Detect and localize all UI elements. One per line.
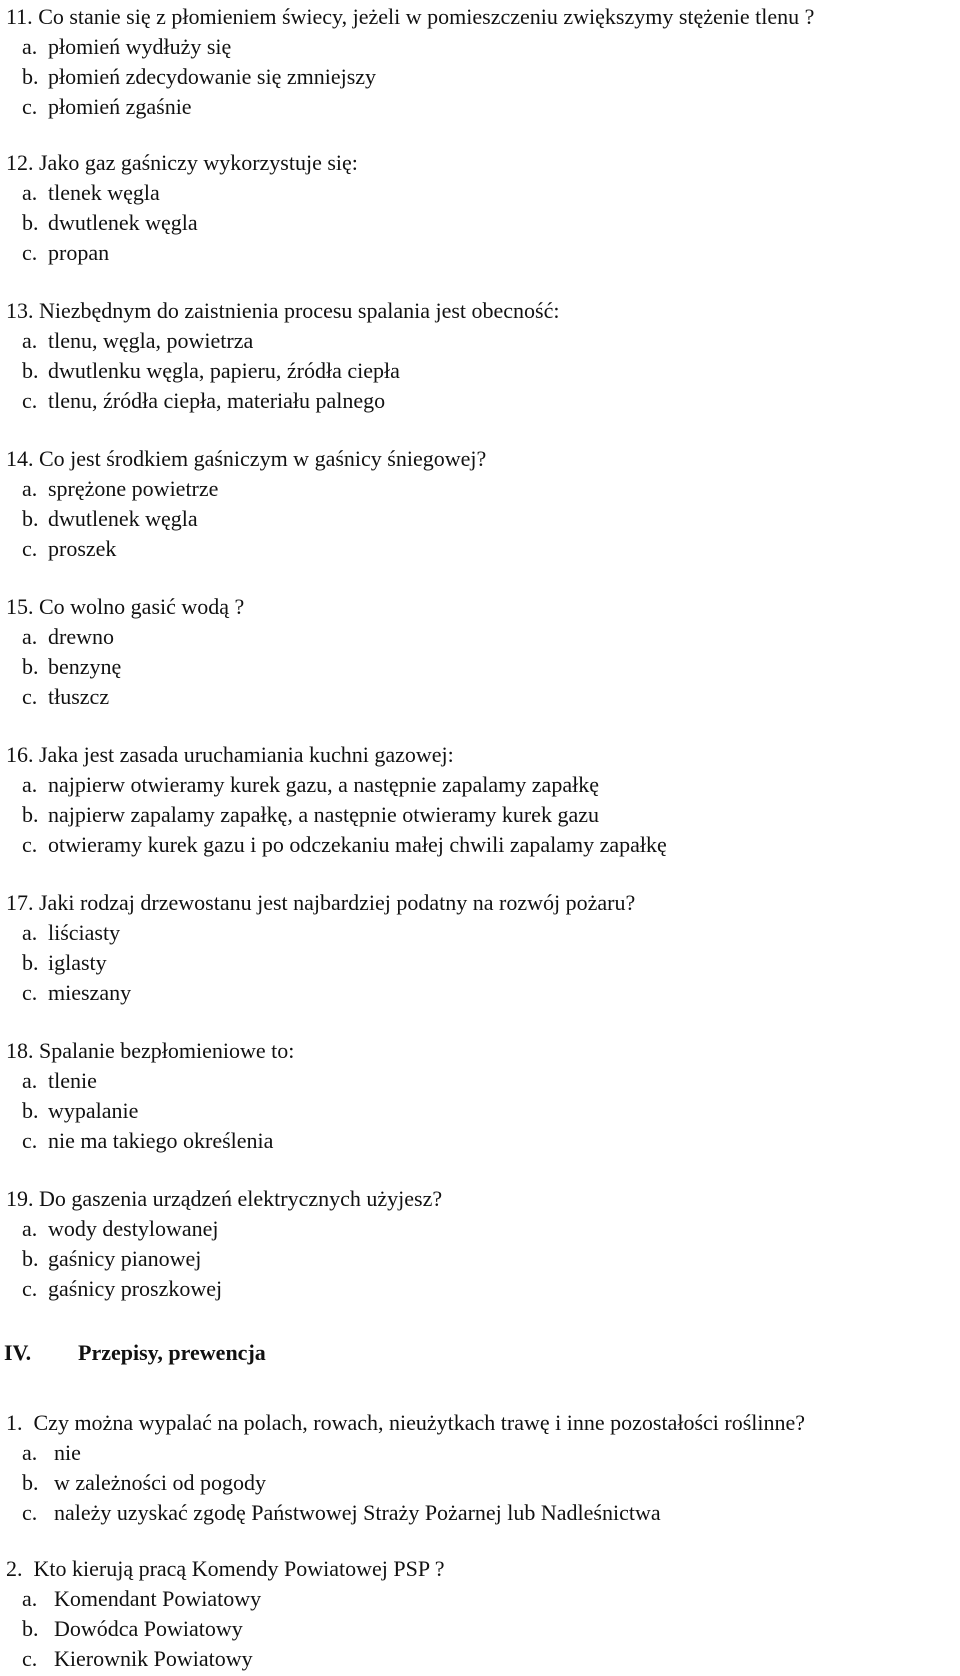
question-text: Spalanie bezpłomieniowe to: xyxy=(39,1038,295,1063)
option-letter: c. xyxy=(22,1276,38,1301)
option-text: najpierw zapalamy zapałkę, a następnie otwieramy kurek gazu xyxy=(48,802,599,827)
option-text: płomień zgaśnie xyxy=(48,94,192,119)
option-letter: c. xyxy=(22,980,38,1005)
option-letter: b. xyxy=(22,64,39,89)
option-text: gaśnicy proszkowej xyxy=(48,1276,223,1301)
option-text: otwieramy kurek gazu i po odczekaniu małej chwili zapalamy zapałkę xyxy=(48,832,667,857)
question-text: Co jest środkiem gaśniczym w gaśnicy śniegowej? xyxy=(39,446,487,471)
option-text: propan xyxy=(48,240,110,265)
option-text: najpierw otwieramy kurek gazu, a następnie zapalamy zapałkę xyxy=(48,772,599,797)
question-number: 13. xyxy=(6,298,34,323)
option-text: mieszany xyxy=(48,980,132,1005)
option-b xyxy=(6,948,956,978)
option-c xyxy=(6,1644,956,1674)
option-text: tlenu, węgla, powietrza xyxy=(48,328,254,353)
option-c xyxy=(6,238,956,268)
option-c xyxy=(6,1126,956,1156)
option-a xyxy=(6,770,956,800)
option-letter: c. xyxy=(22,684,38,709)
option-letter: c. xyxy=(22,1500,38,1525)
option-c xyxy=(6,682,956,712)
question-text: Jaka jest zasada uruchamiania kuchni gazowej: xyxy=(39,742,454,767)
option-a xyxy=(6,1438,956,1468)
option-c xyxy=(6,92,956,122)
option-letter: c. xyxy=(22,388,38,413)
question-number: 16. xyxy=(6,742,34,767)
option-letter: a. xyxy=(22,1068,38,1093)
option-b xyxy=(6,800,956,830)
question-iv-2 xyxy=(6,1554,956,1674)
option-c xyxy=(6,534,956,564)
option-letter: c. xyxy=(22,1646,38,1671)
question-number: 11. xyxy=(6,4,33,29)
option-letter: a. xyxy=(22,772,38,797)
question-number: 14. xyxy=(6,446,34,471)
option-letter: a. xyxy=(22,1586,38,1611)
option-text: sprężone powietrze xyxy=(48,476,219,501)
option-letter: b. xyxy=(22,1470,39,1495)
option-c xyxy=(6,1274,956,1304)
option-text: Komendant Powiatowy xyxy=(54,1586,262,1611)
question-number: 18. xyxy=(6,1038,34,1063)
question-number: 12. xyxy=(6,150,34,175)
question-number: 19. xyxy=(6,1186,34,1211)
option-letter: b. xyxy=(22,654,39,679)
option-a xyxy=(6,918,956,948)
option-b xyxy=(6,1614,956,1644)
option-text: tłuszcz xyxy=(48,684,110,709)
question-18 xyxy=(6,1036,956,1156)
option-text: nie ma takiego określenia xyxy=(48,1128,274,1153)
option-letter: c. xyxy=(22,536,38,561)
option-letter: b. xyxy=(22,802,39,827)
question-16 xyxy=(6,740,956,860)
question-text: Co stanie się z płomieniem świecy, jeżeli w pomieszczeniu zwiększymy stężenie tlenu ? xyxy=(38,4,815,29)
question-13 xyxy=(6,296,956,416)
option-letter: a. xyxy=(22,1216,38,1241)
option-a xyxy=(6,326,956,356)
option-text: dwutlenek węgla xyxy=(48,210,198,235)
option-a xyxy=(6,32,956,62)
option-c xyxy=(6,1498,956,1528)
question-number: 1. xyxy=(6,1410,23,1435)
option-letter: c. xyxy=(22,240,38,265)
question-text: Jaki rodzaj drzewostanu jest najbardziej podatny na rozwój pożaru? xyxy=(39,890,636,915)
option-a xyxy=(6,1584,956,1614)
section-number: IV. xyxy=(4,1340,32,1365)
option-b xyxy=(6,1468,956,1498)
option-text: dwutlenku węgla, papieru, źródła ciepła xyxy=(48,358,400,383)
option-c xyxy=(6,830,956,860)
section-title: Przepisy, prewencja xyxy=(78,1340,266,1365)
option-letter: a. xyxy=(22,920,38,945)
option-letter: c. xyxy=(22,94,38,119)
question-text: Kto kierują pracą Komendy Powiatowej PSP ? xyxy=(33,1556,445,1581)
option-letter: b. xyxy=(22,210,39,235)
option-text: wypalanie xyxy=(48,1098,139,1123)
option-a xyxy=(6,622,956,652)
option-b xyxy=(6,62,956,92)
question-text: Jako gaz gaśniczy wykorzystuje się: xyxy=(39,150,358,175)
option-text: należy uzyskać zgodę Państwowej Straży Pożarnej lub Nadleśnictwa xyxy=(54,1500,661,1525)
option-text: tlenek węgla xyxy=(48,180,160,205)
option-letter: b. xyxy=(22,506,39,531)
option-text: liściasty xyxy=(48,920,121,945)
option-letter: a. xyxy=(22,476,38,501)
option-b xyxy=(6,504,956,534)
question-number: 15. xyxy=(6,594,34,619)
option-text: Dowódca Powiatowy xyxy=(54,1616,243,1641)
option-letter: c. xyxy=(22,1128,38,1153)
option-text: tlenu, źródła ciepła, materiału palnego xyxy=(48,388,386,413)
option-text: wody destylowanej xyxy=(48,1216,219,1241)
question-11 xyxy=(6,2,956,122)
option-text: tlenie xyxy=(48,1068,97,1093)
option-text: dwutlenek węgla xyxy=(48,506,198,531)
option-text: proszek xyxy=(48,536,117,561)
option-b xyxy=(6,208,956,238)
question-iv-1 xyxy=(6,1408,956,1528)
question-text: Niezbędnym do zaistnienia procesu spalania jest obecność: xyxy=(39,298,560,323)
option-text: w zależności od pogody xyxy=(54,1470,266,1495)
question-text: Co wolno gasić wodą ? xyxy=(39,594,245,619)
option-text: drewno xyxy=(48,624,114,649)
question-15 xyxy=(6,592,956,712)
option-text: iglasty xyxy=(48,950,107,975)
option-letter: a. xyxy=(22,328,38,353)
option-text: płomień wydłuży się xyxy=(48,34,232,59)
option-c xyxy=(6,386,956,416)
option-a xyxy=(6,1066,956,1096)
option-text: nie xyxy=(54,1440,81,1465)
option-text: gaśnicy pianowej xyxy=(48,1246,202,1271)
option-b xyxy=(6,356,956,386)
question-14 xyxy=(6,444,956,564)
option-letter: b. xyxy=(22,1246,39,1271)
option-a xyxy=(6,1214,956,1244)
option-letter: c. xyxy=(22,832,38,857)
option-letter: a. xyxy=(22,1440,38,1465)
section-heading xyxy=(4,1338,266,1368)
option-c xyxy=(6,978,956,1008)
option-letter: a. xyxy=(22,180,38,205)
option-b xyxy=(6,1244,956,1274)
option-letter: b. xyxy=(22,358,39,383)
option-text: płomień zdecydowanie się zmniejszy xyxy=(48,64,377,89)
question-text: Do gaszenia urządzeń elektrycznych użyjesz? xyxy=(39,1186,443,1211)
option-text: Kierownik Powiatowy xyxy=(54,1646,253,1671)
question-19 xyxy=(6,1184,956,1304)
option-a xyxy=(6,474,956,504)
question-12 xyxy=(6,148,956,268)
option-letter: b. xyxy=(22,950,39,975)
option-a xyxy=(6,178,956,208)
option-b xyxy=(6,1096,956,1126)
option-letter: b. xyxy=(22,1616,39,1641)
option-letter: a. xyxy=(22,34,38,59)
option-letter: a. xyxy=(22,624,38,649)
option-b xyxy=(6,652,956,682)
question-text: Czy można wypalać na polach, rowach, nieużytkach trawę i inne pozostałości roślinne? xyxy=(33,1410,806,1435)
option-text: benzynę xyxy=(48,654,122,679)
option-letter: b. xyxy=(22,1098,39,1123)
question-number: 2. xyxy=(6,1556,23,1581)
question-17 xyxy=(6,888,956,1008)
question-number: 17. xyxy=(6,890,34,915)
